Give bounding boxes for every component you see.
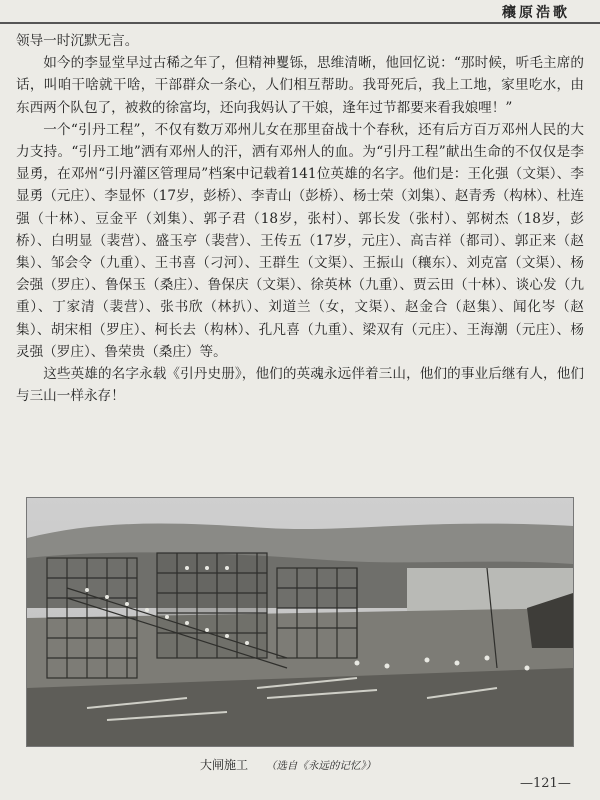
caption-title: 大闸施工 [200, 758, 249, 772]
paragraph: 这些英雄的名字永载《引丹史册》，他们的英魂永远伴着三山，他们的事业后继有人，他们与三山一样永存！ [16, 366, 584, 405]
paragraph: 领导一时沉默无言。 [16, 33, 139, 49]
running-header [0, 0, 600, 24]
paragraph: 如今的李显堂早过古稀之年了，但精神矍铄，思维清晰，他回忆说：“那时候，听毛主席的话，叫咱干啥就干啥，干部群众一条心，人们相互帮助。我哥死后，我上工地，家里吃水，由东西两个队包了，被救的徐富均，还向我妈认了干娘，逢年过节都要来看我娘哩！” [16, 55, 584, 116]
caption-source: （选自《永远的记忆》） [265, 760, 377, 772]
header-title: 穰原浩歌 [502, 5, 570, 21]
photo-caption [200, 756, 376, 773]
body-text [16, 30, 584, 407]
page-number: —121— [520, 776, 571, 791]
paragraph: 一个“引丹工程”，不仅有数万邓州儿女在那里奋战十个春秋，还有后方百万邓州人民的大力支持。“引丹工地”洒有邓州人的汗，洒有邓州人的血。为“引丹工程”献出生命的不仅仅是李显勇，在邓州“引丹灌区管理局”档案中记载着141位英雄的名字。他们是：王化强（文渠）、李显勇（元庄）、李显怀（17岁，彭桥）、李青山（彭桥）、杨士荣（刘集）、赵青秀（构林）、杜连强（十林）、豆金平（刘集）、郭子君（18岁，张村）、郭长发（张村）、郭树杰（18岁，彭桥）、白明显（裴营）、盛玉亭（裴营）、王传五（17岁，元庄）、高吉祥（都司）、郭正来（赵集）、邹会令（九重）、王书喜（刁河）、王群生（文渠）、王振山（穰东）、刘克富（文渠）、杨会强（罗庄）、鲁保玉（桑庄）、鲁保庆（文渠）、徐英林（九重）、贾云田（十林）、谈心发（九重）、丁家清（裴营）、张书欣（林扒）、刘道兰（女，文渠）、赵金合（赵集）、闻化岑（赵集）、胡宋相（罗庄）、柯长去（构林）、孔凡喜（九重）、梁双有（元庄）、王海潮（元庄）、杨灵强（罗庄）、鲁荣贵（桑庄）等。 [16, 121, 584, 360]
construction-photo [26, 497, 574, 747]
